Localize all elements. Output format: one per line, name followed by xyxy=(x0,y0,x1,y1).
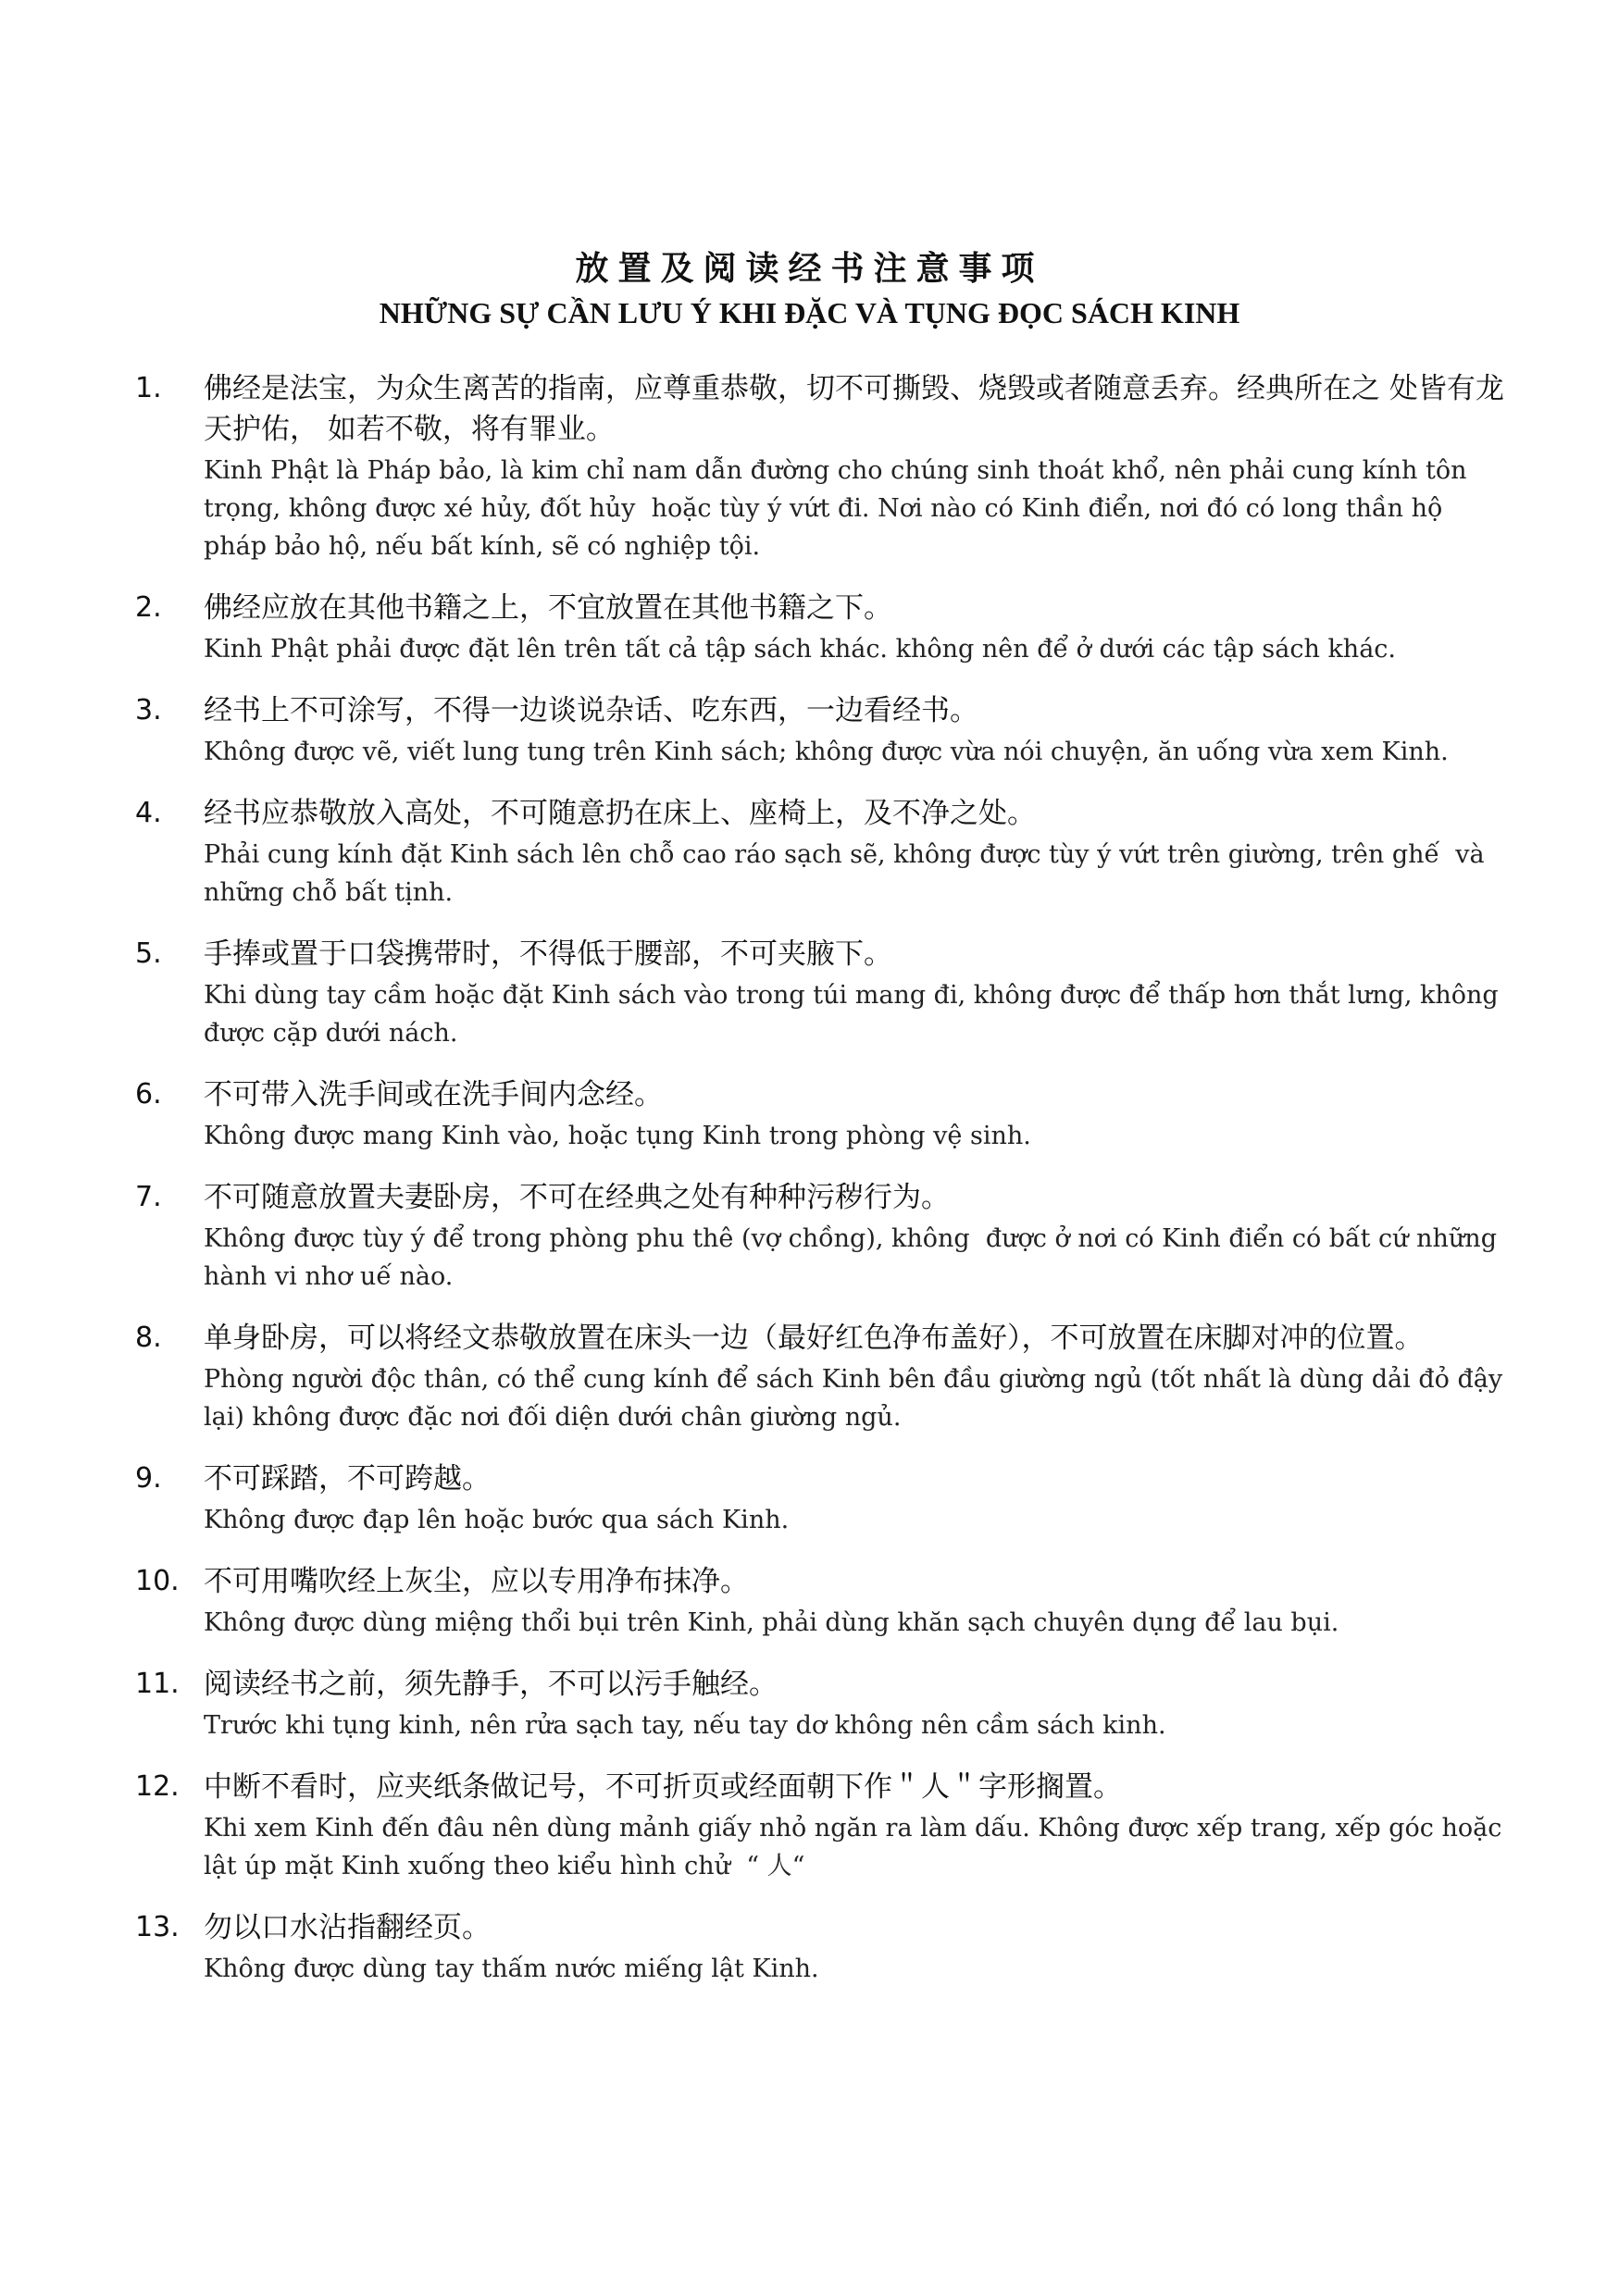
rule-text-vietnamese: Kinh Phật phải được đặt lên trên tất cả tập sách khác. không nên để ở dưới các tập sách khác. xyxy=(204,635,1396,664)
rule-item-13 xyxy=(135,1907,1505,1988)
rule-text-vietnamese: Khi xem Kinh đến đâu nên dùng mảnh giấy nhỏ ngăn ra làm dấu. Không được xếp trang, xếp góc hoặc lật úp mặt Kinh xuống theo kiểu hình chử “ 人“ xyxy=(204,1814,1510,1880)
rule-number: 9. xyxy=(135,1462,162,1495)
rule-item-9 xyxy=(135,1458,1505,1539)
rule-number: 7. xyxy=(135,1181,162,1213)
page-title-chinese: 放置及阅读经书注意事项 xyxy=(575,250,1044,288)
rule-item-3 xyxy=(135,690,1505,771)
rule-text-chinese: 佛经是法宝，为众生离苦的指南，应尊重恭敬，切不可撕毁、烧毁或者随意丢弃。经典所在之 处皆有龙天护佑， 如若不敬，将有罪业。 xyxy=(204,372,1504,446)
rule-number: 6. xyxy=(135,1078,162,1111)
page-title-vietnamese: NHỮNG SỰ CẦN LƯU Ý KHI ĐẶC VÀ TỤNG ĐỌC SÁCH KINH xyxy=(379,296,1240,329)
rule-text-chinese: 不可带入洗手间或在洗手间内念经。 xyxy=(204,1078,663,1111)
rule-item-6 xyxy=(135,1074,1505,1155)
rule-text-vietnamese: Không được dùng miệng thổi bụi trên Kinh, phải dùng khăn sạch chuyên dụng để lau bụi. xyxy=(204,1608,1339,1637)
rule-text-vietnamese: Không được dùng tay thấm nước miếng lật Kinh. xyxy=(204,1955,819,1983)
rule-text-chinese: 经书应恭敬放入高处，不可随意扔在床上、座椅上，及不净之处。 xyxy=(204,797,1036,830)
rule-text-vietnamese: Không được tùy ý để trong phòng phu thê (vợ chồng), không được ở nơi có Kinh điển có bất cứ những hành vi nhơ uế nào. xyxy=(204,1224,1505,1291)
rule-text-chinese: 手捧或置于口袋携带时，不得低于腰部，不可夹腋下。 xyxy=(204,937,892,971)
rule-number: 3. xyxy=(135,694,162,726)
rule-text-chinese: 佛经应放在其他书籍之上，不宜放置在其他书籍之下。 xyxy=(204,591,892,625)
rule-text-chinese: 中断不看时，应夹纸条做记号，不可折页或经面朝下作＂人＂字形搁置。 xyxy=(204,1770,1122,1804)
rule-text-vietnamese: Khi dùng tay cầm hoặc đặt Kinh sách vào trong túi mang đi, không được để thấp hơn thắt lưng, không được cặp dưới nách. xyxy=(204,981,1507,1048)
rule-text-chinese: 阅读经书之前，须先静手，不可以污手触经。 xyxy=(204,1668,778,1701)
rule-item-11 xyxy=(135,1664,1505,1744)
rules-list xyxy=(135,368,1511,2010)
rule-item-2 xyxy=(135,588,1505,668)
rule-item-4 xyxy=(135,793,1505,912)
rule-number: 13. xyxy=(135,1911,180,1943)
rule-text-vietnamese: Không được vẽ, viết lung tung trên Kinh sách; không được vừa nói chuyện, ăn uống vừa xem Kinh. xyxy=(204,738,1449,766)
rule-item-12 xyxy=(135,1767,1510,1885)
rule-text-vietnamese: Kinh Phật là Pháp bảo, là kim chỉ nam dẫn đường cho chúng sinh thoát khổ, nên phải cung kính tôn trọng, không được xé hủy, đốt hủy hoặc tùy ý vứt đi. Nơi nào có Kinh điển, nơi đó có long thần hộ pháp bảo hộ, nếu bất kính, sẽ có nghiệp tội. xyxy=(204,456,1476,561)
rule-text-vietnamese: Không được mang Kinh vào, hoặc tụng Kinh trong phòng vệ sinh. xyxy=(204,1122,1031,1150)
rule-text-chinese: 单身卧房，可以将经文恭敬放置在床头一边（最好红色净布盖好），不可放置在床脚对冲的位置。 xyxy=(204,1322,1424,1355)
rule-number: 11. xyxy=(135,1668,180,1700)
rule-text-chinese: 不可用嘴吹经上灰尘，应以专用净布抹净。 xyxy=(204,1565,749,1598)
rule-number: 10. xyxy=(135,1565,180,1597)
rule-text-chinese: 经书上不可涂写，不得一边谈说杂话、吃东西，一边看经书。 xyxy=(204,694,978,727)
rule-item-5 xyxy=(135,934,1505,1052)
rule-text-chinese: 勿以口水沾指翻经页。 xyxy=(204,1911,491,1944)
rule-number: 2. xyxy=(135,591,162,624)
rule-number: 12. xyxy=(135,1770,180,1803)
rule-text-vietnamese: Phòng người độc thân, có thể cung kính để sách Kinh bên đầu giường ngủ (tốt nhất là dùng dải đỏ đậy lại) không được đặc nơi đối diện dưới chân giường ngủ. xyxy=(204,1365,1511,1432)
rule-text-vietnamese: Trước khi tụng kinh, nên rửa sạch tay, nếu tay dơ không nên cầm sách kinh. xyxy=(204,1711,1166,1740)
rule-text-chinese: 不可踩踏，不可跨越。 xyxy=(204,1462,491,1496)
rule-item-8 xyxy=(135,1318,1511,1436)
rule-item-1 xyxy=(135,368,1505,565)
rule-number: 8. xyxy=(135,1322,162,1354)
rule-item-7 xyxy=(135,1177,1505,1296)
rule-number: 4. xyxy=(135,797,162,829)
rule-number: 1. xyxy=(135,372,162,404)
rule-item-10 xyxy=(135,1561,1505,1642)
rule-number: 5. xyxy=(135,937,162,970)
rule-text-chinese: 不可随意放置夫妻卧房，不可在经典之处有种种污秽行为。 xyxy=(204,1181,950,1214)
rule-text-vietnamese: Không được đạp lên hoặc bước qua sách Kinh. xyxy=(204,1506,790,1534)
rule-text-vietnamese: Phải cung kính đặt Kinh sách lên chỗ cao ráo sạch sẽ, không được tùy ý vứt trên giường, trên ghế và những chỗ bất tịnh. xyxy=(204,840,1493,907)
